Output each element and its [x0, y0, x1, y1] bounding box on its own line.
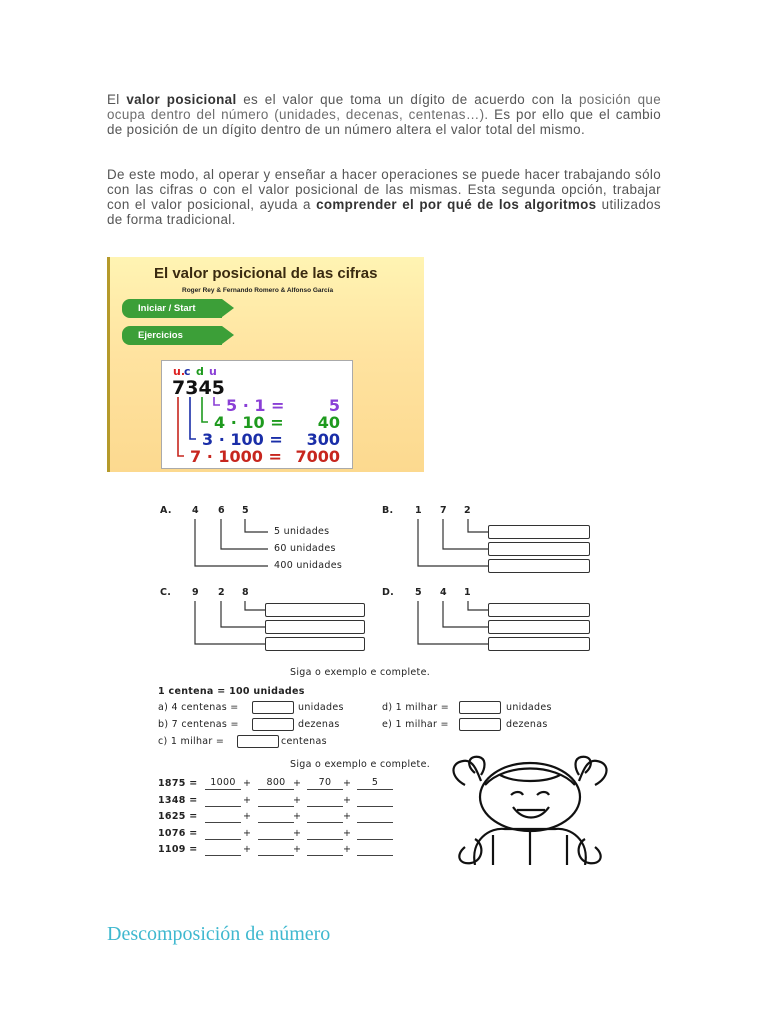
line-2-expr: 4 · 10 = — [214, 413, 284, 432]
plus-sign: + — [243, 844, 252, 855]
line-1-result: 5 — [328, 396, 340, 415]
item-e-box[interactable] — [459, 718, 501, 731]
decomp-blank[interactable] — [258, 811, 294, 823]
a-answer-3: 400 unidades — [274, 560, 343, 571]
plus-sign: + — [293, 827, 302, 839]
p1-light: posición que ocupa dentro del número (unidades, decenas, centenas…). — [107, 92, 662, 122]
c-answer-box-2[interactable] — [265, 620, 365, 634]
example-box — [161, 360, 353, 469]
item-b-pre: b) 7 centenas = — [158, 719, 239, 730]
decomp-blank[interactable] — [205, 828, 241, 840]
a-digit-c: 4 — [192, 505, 199, 516]
item-d-post: unidades — [506, 702, 552, 713]
girl-reading-illustration — [445, 755, 620, 865]
b-digit-d: 7 — [440, 505, 447, 516]
decomp-blank[interactable]: 5 — [357, 778, 393, 790]
b-answer-box-1[interactable] — [488, 525, 590, 539]
decomp-blank[interactable] — [307, 795, 343, 807]
decomp-blank[interactable] — [357, 811, 393, 823]
intro-paragraph-1 — [107, 92, 661, 137]
p2-text-a: De este modo, al operar y enseñar a hacer operaciones se puede hacer trabajando sólo con las cifras o con el valor posicional de las mismas. Esta segunda opción, trabajar con el valor posicional, ayuda a — [107, 167, 661, 212]
plus-sign: + — [343, 778, 352, 789]
plus-sign: + — [243, 794, 252, 806]
line-3-expr: 3 · 100 = — [202, 430, 283, 449]
b-answer-box-3[interactable] — [488, 559, 590, 573]
item-a-pre: a) 4 centenas = — [158, 702, 239, 713]
decomp-blank[interactable]: 70 — [307, 778, 343, 790]
p1-text-a: El — [107, 92, 120, 107]
item-c-box[interactable] — [237, 735, 279, 748]
item-d-box[interactable] — [459, 701, 501, 714]
item-a-box[interactable] — [252, 701, 294, 714]
d-digit-c: 5 — [415, 587, 422, 598]
plus-sign: + — [243, 811, 252, 822]
b-digit-u: 2 — [464, 505, 471, 516]
item-c-post: centenas — [281, 736, 327, 747]
place-value-worksheet — [150, 497, 620, 867]
section-heading: Descomposición de número — [107, 923, 331, 945]
c-digit-u: 8 — [242, 587, 249, 598]
a-digit-u: 5 — [242, 505, 249, 516]
letter-c: c — [184, 365, 191, 378]
instruction-1: Siga o exemplo e complete. — [290, 667, 431, 678]
plus-sign: + — [343, 844, 352, 855]
b-answer-box-2[interactable] — [488, 542, 590, 556]
d-answer-box-1[interactable] — [488, 603, 590, 617]
d-digit-d: 4 — [440, 587, 447, 598]
decomp-blank[interactable] — [357, 828, 393, 840]
decomp-blank[interactable] — [258, 828, 294, 840]
exercises-button[interactable]: Ejercicios — [122, 326, 222, 345]
decomp-number: 1625 = — [158, 811, 198, 822]
item-e-pre: e) 1 milhar = — [382, 719, 449, 730]
card-title: El valor posicional de las cifras — [154, 265, 378, 282]
plus-sign: + — [293, 794, 302, 806]
item-b-box[interactable] — [252, 718, 294, 731]
decomp-blank[interactable] — [307, 811, 343, 823]
line-4-result: 7000 — [295, 447, 340, 466]
item-b-post: dezenas — [298, 719, 340, 730]
line-2-result: 40 — [317, 413, 340, 432]
plus-sign: + — [293, 778, 302, 789]
c-answer-box-3[interactable] — [265, 637, 365, 651]
p2-text-b: utilizados de forma tradicional. — [107, 197, 661, 227]
plus-sign: + — [343, 827, 352, 839]
plus-sign: + — [343, 811, 352, 822]
place-value-diagram — [162, 361, 352, 468]
label-d: D. — [382, 587, 395, 598]
card-authors: Roger Rey & Fernando Romero & Alfonso García — [182, 287, 334, 294]
item-c-pre: c) 1 milhar = — [158, 736, 225, 747]
p1-text-b: es el valor que toma un dígito de acuerdo con la — [243, 92, 573, 107]
place-value-game-card — [107, 257, 424, 472]
item-d-pre: d) 1 milhar = — [382, 702, 449, 713]
decomp-blank[interactable] — [258, 795, 294, 807]
d-answer-box-3[interactable] — [488, 637, 590, 651]
a-answer-2: 60 unidades — [274, 543, 336, 554]
letter-d: d — [196, 365, 204, 378]
intro-paragraph-2 — [107, 167, 661, 227]
decomp-blank[interactable] — [205, 795, 241, 807]
c-digit-d: 2 — [218, 587, 225, 598]
item-e-post: dezenas — [506, 719, 548, 730]
label-b: B. — [382, 505, 394, 516]
decomp-blank[interactable]: 1000 — [205, 778, 241, 790]
line-1-expr: 5 · 1 = — [226, 396, 285, 415]
decomp-blank[interactable] — [307, 828, 343, 840]
item-a-post: unidades — [298, 702, 344, 713]
c-answer-box-1[interactable] — [265, 603, 365, 617]
line-3-result: 300 — [306, 430, 340, 449]
decomp-number: 1109 = — [158, 844, 198, 855]
example-centena: 1 centena = 100 unidades — [158, 686, 305, 697]
decomp-blank[interactable] — [357, 795, 393, 807]
example-number: 7345 — [172, 377, 225, 399]
decomp-blank[interactable] — [258, 844, 294, 856]
start-button[interactable]: Iniciar / Start — [122, 299, 222, 318]
decomp-blank[interactable] — [307, 844, 343, 856]
plus-sign: + — [343, 794, 352, 806]
a-answer-1: 5 unidades — [274, 526, 330, 537]
d-answer-box-2[interactable] — [488, 620, 590, 634]
decomp-number: 1875 = — [158, 778, 198, 789]
letter-u: u — [209, 365, 217, 378]
decomp-number: 1076 = — [158, 827, 198, 839]
p1-bold: valor posicional — [126, 92, 237, 107]
decomp-blank[interactable] — [357, 844, 393, 856]
plus-sign: + — [243, 827, 252, 839]
plus-sign: + — [243, 778, 252, 789]
label-a: A. — [160, 505, 172, 516]
plus-sign: + — [293, 811, 302, 822]
decomp-blank[interactable] — [205, 844, 241, 856]
p1-text-c: Es por ello que el cambio de posición de un dígito dentro de un número altera el valor total del mismo. — [107, 107, 661, 137]
instruction-2: Siga o exemplo e complete. — [290, 759, 431, 770]
b-digit-c: 1 — [415, 505, 422, 516]
decomp-blank[interactable] — [205, 811, 241, 823]
p2-bold: comprender el por qué de los algoritmos — [316, 197, 597, 212]
d-digit-u: 1 — [464, 587, 471, 598]
line-4-expr: 7 · 1000 = — [190, 447, 282, 466]
c-digit-c: 9 — [192, 587, 199, 598]
decomp-number: 1348 = — [158, 794, 198, 806]
label-c: C. — [160, 587, 172, 598]
decomp-blank[interactable]: 800 — [258, 778, 294, 790]
letter-um: u. — [173, 365, 186, 378]
plus-sign: + — [293, 844, 302, 855]
a-digit-d: 6 — [218, 505, 225, 516]
